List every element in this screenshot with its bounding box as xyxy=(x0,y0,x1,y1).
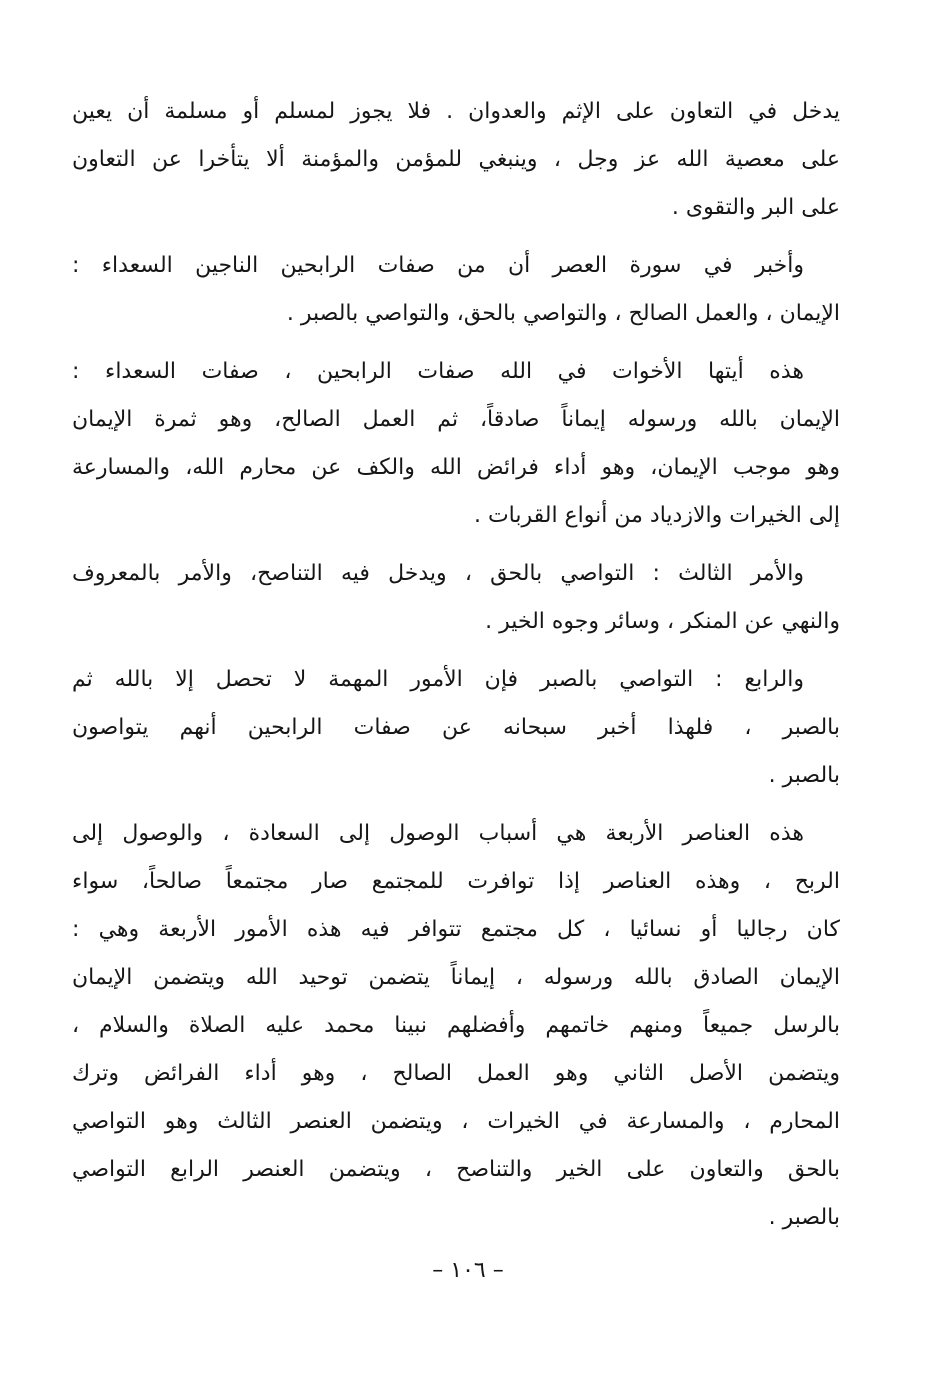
text-line: وهو موجب الإيمان، وهو أداء فرائض الله والكف عن محارم الله، والمسارعة xyxy=(72,455,840,480)
text-line: بالصبر . xyxy=(768,763,840,788)
text-line: بالصبر . xyxy=(768,1205,840,1230)
paragraph-2 xyxy=(72,242,840,338)
text-line: يدخل في التعاون على الإثم والعدوان . فلا يجوز لمسلم أو مسلمة أن يعين xyxy=(72,99,840,124)
text-line: الربح ، وهذه العناصر إذا توافرت للمجتمع صار مجتمعاً صالحاً، سواء xyxy=(72,869,840,894)
text-line: والنهي عن المنكر ، وسائر وجوه الخير . xyxy=(485,609,840,634)
text-line: وأخبر في سورة العصر أن من صفات الرابحين الناجين السعداء : xyxy=(72,253,804,278)
paragraph-1 xyxy=(72,88,840,232)
paragraph-5 xyxy=(72,656,840,800)
text-line: ويتضمن الأصل الثاني وهو العمل الصالح ، وهو أداء الفرائض وترك xyxy=(72,1061,840,1086)
text-line: هذه أيتها الأخوات في الله صفات الرابحين ، صفات السعداء : xyxy=(72,359,804,384)
text-line: على البر والتقوى . xyxy=(671,195,840,220)
text-line: على معصية الله عز وجل ، وينبغي للمؤمن والمؤمنة ألا يتأخرا عن التعاون xyxy=(72,147,840,172)
text-line: والرابع : التواصي بالصبر فإن الأمور المهمة لا تحصل إلا بالله ثم xyxy=(72,667,804,692)
text-line: والأمر الثالث : التواصي بالحق ، ويدخل فيه التناصح، والأمر بالمعروف xyxy=(72,561,804,586)
text-line: إلى الخيرات والازدياد من أنواع القربات . xyxy=(473,503,840,528)
text-line: بالرسل جميعاً ومنهم خاتمهم وأفضلهم نبينا محمد عليه الصلاة والسلام ، xyxy=(72,1013,840,1038)
paragraph-3 xyxy=(72,348,840,540)
text-line: الإيمان بالله ورسوله إيماناً صادقاً، ثم العمل الصالح، وهو ثمرة الإيمان xyxy=(72,407,840,432)
text-line: الإيمان ، والعمل الصالح ، والتواصي بالحق، والتواصي بالصبر . xyxy=(286,301,840,326)
text-line: الإيمان الصادق بالله ورسوله ، إيماناً يتضمن توحيد الله ويتضمن الإيمان xyxy=(72,965,840,990)
text-line: المحارم ، والمسارعة في الخيرات ، ويتضمن العنصر الثالث وهو التواصي xyxy=(72,1109,840,1134)
text-line: بالحق والتعاون على الخير والتناصح ، ويتضمن العنصر الرابع التواصي xyxy=(72,1157,840,1182)
text-line: هذه العناصر الأربعة هي أسباب الوصول إلى السعادة ، والوصول إلى xyxy=(72,821,804,846)
paragraph-6 xyxy=(72,810,840,1242)
paragraph-4 xyxy=(72,550,840,646)
page-number: – ١٠٦ – xyxy=(432,1258,504,1283)
text-line: بالصبر ، فلهذا أخبر سبحانه عن صفات الرابحين أنهم يتواصون xyxy=(72,715,840,740)
page-body xyxy=(72,88,840,1252)
text-line: كان رجاليا أو نسائيا ، كل مجتمع تتوافر فيه هذه الأمور الأربعة وهي : xyxy=(72,917,840,942)
